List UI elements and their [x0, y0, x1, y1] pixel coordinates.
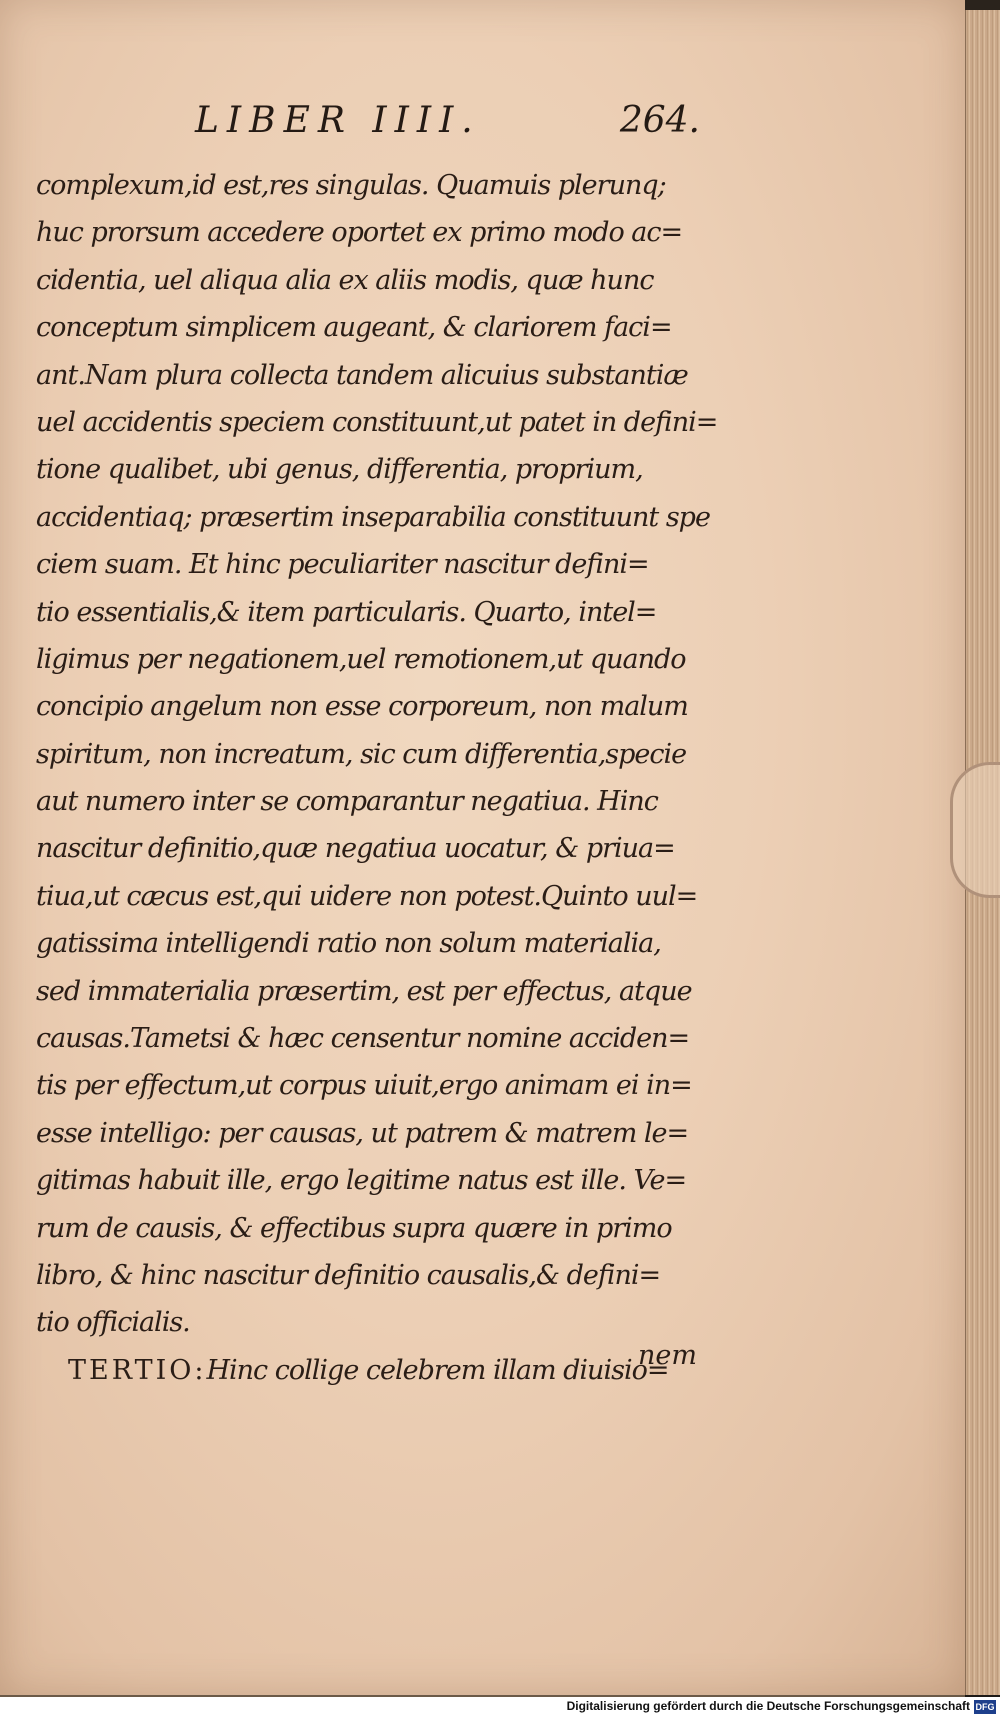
- text-line: spiritum, non increatum, sic cum differentia,specie: [36, 738, 687, 770]
- section-label: TERTIO:: [68, 1354, 207, 1386]
- text-line: cidentia, uel aliqua alia ex aliis modis, quæ hunc: [36, 264, 654, 296]
- text-line: ciem suam. Et hinc peculiariter nascitur defini=: [36, 549, 649, 581]
- running-head: [40, 100, 700, 150]
- catchword: nem: [638, 1340, 697, 1371]
- text-line: tis per effectum,ut corpus uiuit,ergo animam ei in=: [36, 1070, 692, 1102]
- text-line: rum de causis, & effectibus supra quære in primo: [36, 1212, 672, 1244]
- text-line: causas.Tametsi & hæc censentur nomine acciden=: [36, 1023, 690, 1055]
- text-line: huc prorsum accedere oportet ex primo modo ac=: [36, 217, 683, 249]
- text-line: tio officialis.: [36, 1307, 190, 1339]
- text-line: ligimus per negationem,uel remotionem,ut quando: [36, 643, 686, 675]
- text-line: esse intelligo: per causas, ut patrem & matrem le=: [36, 1117, 689, 1149]
- text-line: gatissima intelligendi ratio non solum materialia,: [36, 928, 661, 960]
- section-text: Hinc collige celebrem illam diuisio=: [206, 1354, 669, 1386]
- body-text: [36, 162, 718, 1394]
- text-line: accidentiaq; præsertim inseparabilia constituunt spe: [36, 501, 710, 533]
- book-clasp: [950, 762, 1000, 898]
- text-line: gitimas habuit ille, ergo legitime natus est ille. Ve=: [36, 1165, 687, 1197]
- text-line: nascitur definitio,quæ negatiua uocatur, & priua=: [36, 833, 675, 865]
- text-line: tiua,ut cæcus est,qui uidere non potest.Quinto uul=: [36, 880, 698, 912]
- text-line: aut numero inter se comparantur negatiua. Hinc: [36, 786, 658, 818]
- text-line: ant.Nam plura collecta tandem alicuius substantiæ: [36, 359, 688, 391]
- text-line: sed immaterialia præsertim, est per effectus, atque: [36, 975, 692, 1007]
- text-line: conceptum simplicem augeant, & clariorem faci=: [36, 312, 672, 344]
- digitization-credit-bar: [0, 1697, 1000, 1717]
- text-line: libro, & hinc nascitur definitio causalis,& defini=: [36, 1259, 661, 1291]
- text-line: uel accidentis speciem constituunt,ut patet in defini=: [36, 406, 718, 438]
- text-line: concipio angelum non esse corporeum, non malum: [36, 691, 688, 723]
- running-head-title: LIBER IIII.: [195, 100, 481, 141]
- text-line: tio essentialis,& item particularis. Quarto, intel=: [36, 596, 657, 628]
- section-start-line: [36, 1347, 706, 1394]
- dfg-logo-icon: DFG: [975, 1702, 995, 1712]
- text-line: tione qualibet, ubi genus, differentia, proprium,: [36, 454, 643, 486]
- page-number: 264.: [619, 100, 700, 141]
- credit-text: Digitalisierung gefördert durch die Deutsche Forschungsgemeinschaft: [566, 1699, 970, 1713]
- text-line: complexum,id est,res singulas. Quamuis plerunq;: [36, 170, 666, 201]
